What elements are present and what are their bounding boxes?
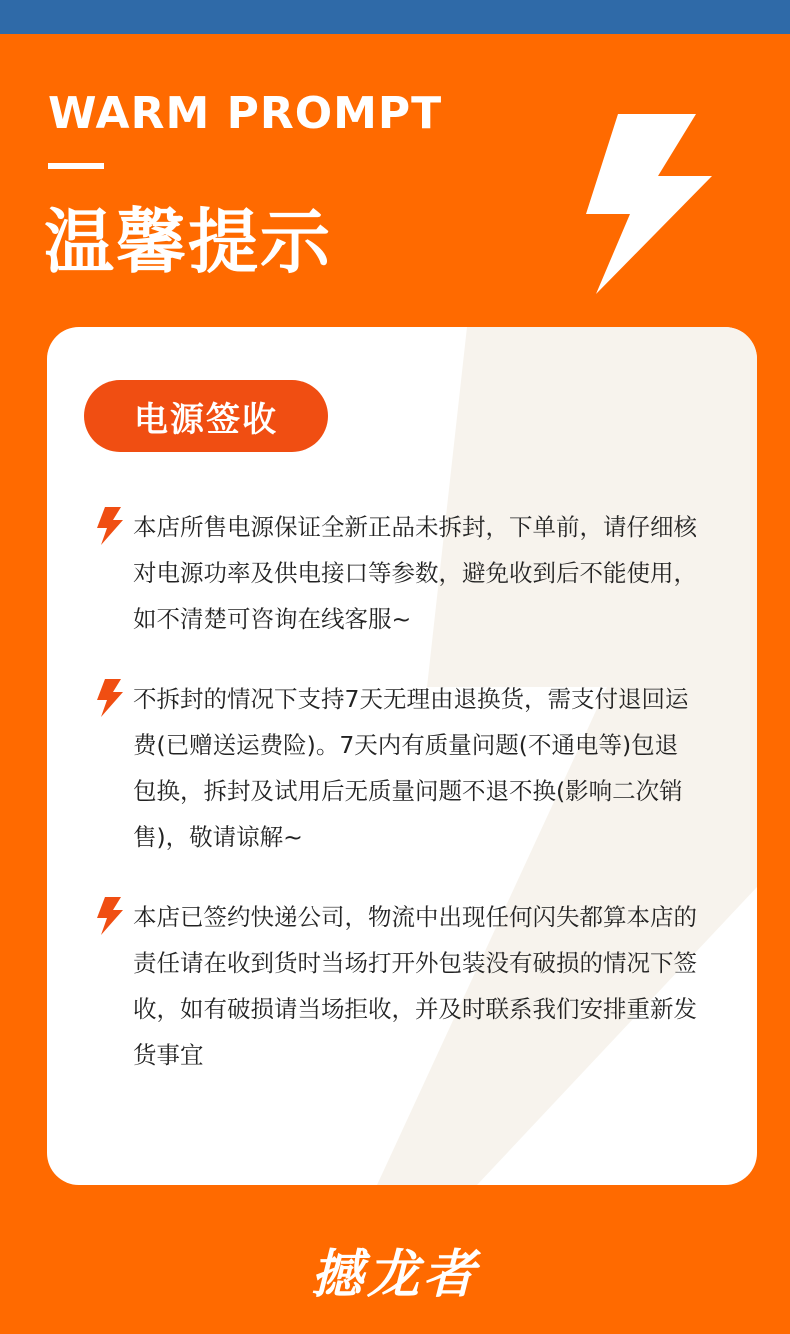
brand-logo: 撼龙者 [310,1245,479,1305]
tip-item [97,676,697,860]
lightning-bolt-icon [97,897,123,935]
header-eyebrow: WARM PROMPT [48,88,443,139]
lightning-bolt-icon [578,108,718,300]
tip-item [97,894,697,1078]
tip-item [97,504,697,642]
lightning-bolt-icon [97,507,123,545]
top-bar [0,0,790,34]
header-divider [48,163,104,169]
tip-text: 本店所售电源保证全新正品未拆封，下单前，请仔细核对电源功率及供电接口等参数，避免收到后不能使用，如不清楚可咨询在线客服~ [133,513,697,633]
tip-text: 本店已签约快递公司，物流中出现任何闪失都算本店的责任请在收到货时当场打开外包装没有破损的情况下签收，如有破损请当场拒收，并及时联系我们安排重新发货事宜 [133,903,697,1069]
tip-text: 不拆封的情况下支持7天无理由退换货，需支付退回运费(已赠送运费险)。7天内有质量问题(不通电等)包退包换，拆封及试用后无质量问题不退不换(影响二次销售)，敬请谅解~ [133,685,689,851]
section-pill: 电源签收 [84,380,328,452]
page-title: 温馨提示 [44,201,332,283]
notice-card [47,327,757,1185]
lightning-bolt-icon [97,679,123,717]
